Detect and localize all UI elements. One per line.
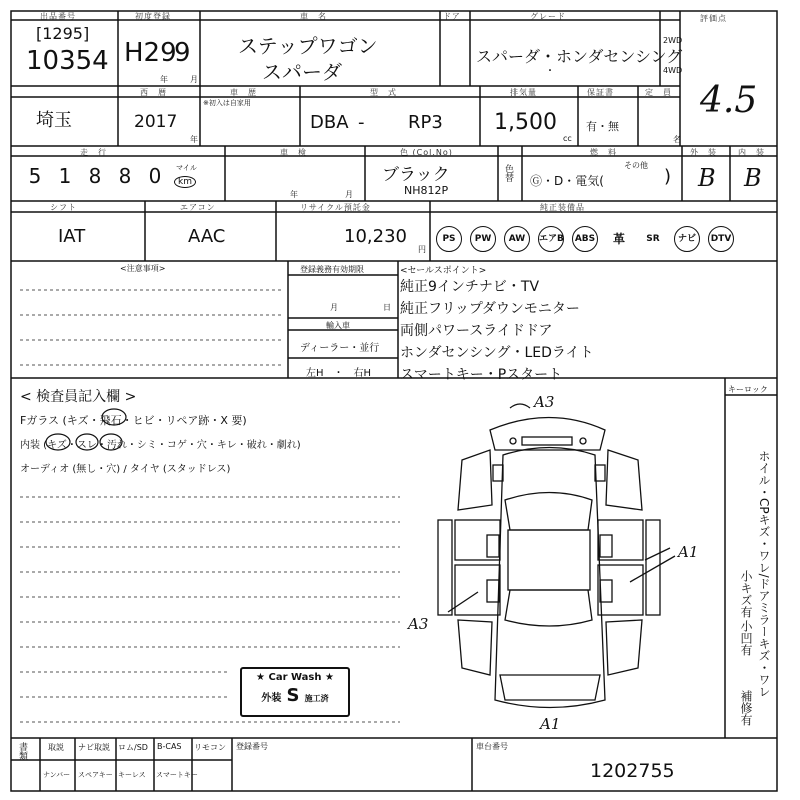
mile-word: マイル bbox=[176, 164, 197, 172]
car-wash-stamp bbox=[240, 667, 350, 717]
first-reg-label: 初度登録 bbox=[135, 12, 171, 21]
exterior-label: 外 装 bbox=[690, 148, 717, 157]
item-navi-manual: ナビ取説 bbox=[78, 743, 110, 752]
deadline-label: 登録義務有効期限 bbox=[300, 265, 364, 274]
inspector-line3: オーディオ (無し・穴) / タイヤ (スタッドレス) bbox=[20, 464, 231, 475]
equip-pw: PW bbox=[470, 226, 496, 252]
mileage-digit: 0 bbox=[148, 164, 162, 188]
caution-label: <注意事項> bbox=[120, 264, 166, 273]
equip-label: 純正装備品 bbox=[540, 203, 585, 212]
exterior-grade: B bbox=[698, 164, 716, 192]
color-change: 色替 bbox=[503, 164, 513, 182]
color-code: NH812P bbox=[404, 184, 449, 197]
equip-ps: PS bbox=[436, 226, 462, 252]
inspector-line1: Fガラス (キズ・飛石・ヒビ・リペア跡・X 要) bbox=[20, 414, 247, 427]
sales-point: ホンダセンシング・LEDライト bbox=[400, 345, 594, 361]
equip-leather: 革 bbox=[612, 232, 625, 246]
mark-left: A3 bbox=[408, 615, 429, 633]
side-note-1: ホイル・CPキズ・ワレ/ドアミラーキズ・ワレ bbox=[757, 450, 771, 698]
interior-label: 内 装 bbox=[738, 148, 765, 157]
handle: 左H ・ 右H bbox=[306, 368, 372, 379]
sales-point: スマートキー・Pスタート bbox=[400, 367, 563, 383]
person-unit: 名 bbox=[673, 135, 681, 144]
sales-point: 両側パワースライドドア bbox=[400, 323, 553, 339]
type-label: 型 式 bbox=[370, 88, 397, 97]
stamp-line1: ★ Car Wash ★ bbox=[256, 672, 334, 683]
score: 4.5 bbox=[700, 80, 758, 121]
fuel-close: ) bbox=[664, 166, 672, 187]
fuel-label: 燃 料 bbox=[590, 148, 617, 157]
reg-nen: 年 bbox=[160, 75, 168, 84]
item-rom-sd: ロム/SD bbox=[118, 743, 148, 752]
drive-4wd: 4WD bbox=[663, 66, 683, 75]
side-note-2: 小キズ有 bbox=[739, 570, 753, 618]
rating-label: 評価点 bbox=[700, 14, 727, 23]
model-label: 車 歴 bbox=[230, 88, 257, 97]
shift: IAT bbox=[58, 226, 86, 247]
mileage-digit: 8 bbox=[118, 164, 132, 188]
stamp-letter: S bbox=[286, 685, 300, 706]
disp-label: 排気量 bbox=[510, 88, 537, 97]
door-label: ドア bbox=[443, 12, 461, 21]
km-unit: km bbox=[174, 176, 196, 188]
displacement: 1,500 bbox=[494, 110, 557, 135]
chassis-number: 1202755 bbox=[590, 760, 675, 782]
fuel: Ⓖ・D・電気( bbox=[530, 174, 604, 188]
item-manual: 取説 bbox=[48, 743, 64, 752]
warranty-label: 保証書 bbox=[587, 88, 614, 97]
mileage-digit: 8 bbox=[88, 164, 102, 188]
type-dash: - bbox=[358, 112, 365, 133]
deadline-day: 日 bbox=[383, 303, 391, 312]
equip-aw: AW bbox=[504, 226, 530, 252]
mark-right: A1 bbox=[678, 543, 699, 561]
stamp-line2: 外装 bbox=[261, 693, 282, 704]
warranty: 有・無 bbox=[586, 120, 619, 133]
sales-point: 純正フリップダウンモニター bbox=[400, 301, 580, 317]
yen-unit: 円 bbox=[418, 245, 426, 254]
mileage-digit: 5 bbox=[28, 164, 42, 188]
insp-label: 車 検 bbox=[280, 148, 307, 157]
sales-point: 純正9インチナビ・TV bbox=[400, 279, 540, 295]
item-remote: リモコン bbox=[194, 743, 226, 752]
mileage-digit: 1 bbox=[58, 164, 72, 188]
grade-dot: ・ bbox=[545, 66, 555, 77]
type-prefix: DBA bbox=[310, 112, 349, 133]
cc-unit: cc bbox=[563, 134, 572, 143]
car-name-2: スパーダ bbox=[262, 60, 342, 84]
drive-2wd: 2WD bbox=[663, 36, 683, 45]
equip-abs: ABS bbox=[572, 226, 598, 252]
year-unit: 年 bbox=[190, 135, 198, 144]
ac-label: エアコン bbox=[180, 203, 216, 212]
import-label: 輸入車 bbox=[326, 321, 350, 330]
recycle: 10,230 bbox=[344, 226, 407, 247]
equip-navi: ナビ bbox=[674, 226, 700, 252]
car-name-label: 車 名 bbox=[300, 12, 327, 21]
side-note-3: 小凹有 bbox=[739, 620, 753, 656]
equip-sr: SR bbox=[646, 234, 660, 244]
reg-month: 9 bbox=[174, 38, 191, 68]
lot-label: 出品番号 bbox=[40, 12, 76, 21]
dealer: ディーラー・並行 bbox=[300, 343, 380, 354]
color-label: 色 (Col.No) bbox=[400, 148, 453, 157]
inspector-title: < 検査員記入欄 > bbox=[20, 389, 137, 405]
reg-tsuki: 月 bbox=[190, 75, 198, 84]
reg-number-label: 登録番号 bbox=[236, 742, 268, 751]
insp-tsuki: 月 bbox=[345, 190, 353, 199]
lot-code: [1295] bbox=[36, 24, 90, 43]
sub-note: ※初入は自家用 bbox=[203, 99, 251, 107]
color: ブラック bbox=[382, 165, 450, 185]
interior-grade: B bbox=[744, 164, 762, 192]
deadline-month: 月 bbox=[330, 303, 338, 312]
mileage-label: 走 行 bbox=[80, 148, 107, 157]
equip-dtv: DTV bbox=[708, 226, 734, 252]
item-number-plate: ナンバー bbox=[43, 771, 71, 779]
key-lock-label: キーロック bbox=[728, 385, 768, 394]
grade-label: グレード bbox=[530, 12, 566, 21]
chassis-label: 車台番号 bbox=[476, 742, 508, 751]
year-label: 西 暦 bbox=[140, 88, 167, 97]
equip-airbag: エアB bbox=[538, 226, 564, 252]
sales-label: <セールスポイント> bbox=[400, 266, 487, 276]
fuel-other: その他 bbox=[624, 161, 648, 170]
side-note-4: 補修有 bbox=[739, 690, 753, 726]
item-keyless: キーレス bbox=[118, 771, 146, 779]
recycle-label: リサイクル預託金 bbox=[300, 203, 371, 212]
shift-label: シフト bbox=[50, 203, 77, 212]
inspector-line2: 内装 (キズ・スレ・汚れ・シミ・コゲ・穴・キレ・破れ・劇れ) bbox=[20, 440, 301, 451]
lot-number: 10354 bbox=[26, 46, 109, 76]
item-spare-key: スペアキー bbox=[78, 771, 113, 779]
insp-nen: 年 bbox=[290, 190, 298, 199]
stamp-line3: 施工済 bbox=[304, 694, 329, 703]
reg-era: H29 bbox=[124, 38, 177, 68]
ac: AAC bbox=[188, 226, 226, 247]
capacity-label: 定 員 bbox=[645, 88, 672, 97]
region: 埼玉 bbox=[36, 110, 72, 131]
mark-front: A3 bbox=[534, 393, 555, 411]
item-smart-key: スマートキー bbox=[156, 771, 198, 779]
year: 2017 bbox=[134, 112, 178, 132]
grade: スパーダ・ホンダセンシング bbox=[476, 47, 683, 66]
docs-label: 書類 bbox=[17, 742, 27, 760]
car-name-1: ステップワゴン bbox=[238, 34, 378, 58]
mark-rear: A1 bbox=[540, 715, 561, 733]
type-code: RP3 bbox=[408, 112, 443, 133]
item-bcas: B-CAS bbox=[157, 742, 182, 751]
